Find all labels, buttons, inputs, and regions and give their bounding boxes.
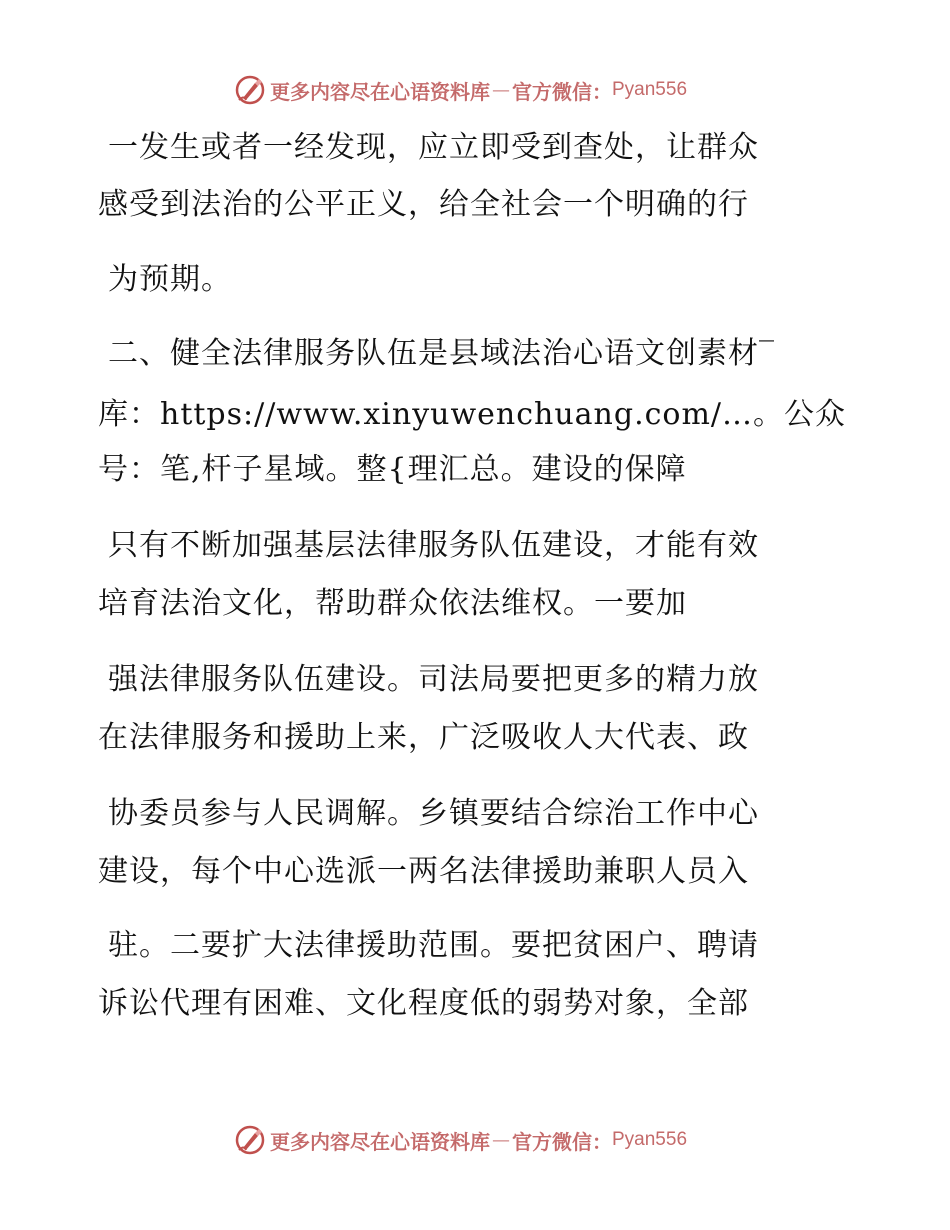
watermark-title: 更多内容尽在心语资料库 xyxy=(270,79,490,104)
watermark-separator: — xyxy=(492,79,510,101)
footer-watermark xyxy=(234,1122,687,1158)
body-line: 感受到法治的公平正义，给全社会一个明确的行 xyxy=(98,187,749,222)
watermark-title: 更多内容尽在心语资料库 xyxy=(270,1129,490,1154)
body-line: 二、健全法律服务队伍是县域法治心语文创素材‾ xyxy=(108,336,775,371)
body-line: 建设，每个中心选派一两名法律援助兼职人员入 xyxy=(98,854,749,889)
watermark-separator: — xyxy=(492,1129,510,1151)
body-line: 培育法治文化，帮助群众依法维权。一要加 xyxy=(98,586,687,621)
watermark-contact-id: Pyan556 xyxy=(612,79,688,100)
body-line: 号：笔,杆子星域。整{理汇总。建设的保障 xyxy=(98,452,687,487)
body-line: 协委员参与人民调解。乡镇要结合综治工作中心 xyxy=(108,796,759,831)
watermark-contact-label: 官方微信： xyxy=(512,1129,612,1154)
body-line: 在法律服务和援助上来，广泛吸收人大代表、政 xyxy=(98,720,749,755)
body-line: 诉讼代理有困难、文化程度低的弱势对象，全部 xyxy=(98,986,749,1021)
body-line: 为预期。 xyxy=(108,262,232,297)
watermark-contact-id: Pyan556 xyxy=(612,1129,688,1150)
body-line: 驻。二要扩大法律援助范围。要把贫困户、聘请 xyxy=(108,928,759,963)
watermark-contact-label: 官方微信： xyxy=(512,79,612,104)
pen-logo-icon xyxy=(234,1124,266,1156)
body-line: 一发生或者一经发现，应立即受到查处，让群众 xyxy=(108,130,759,165)
body-line: 强法律服务队伍建设。司法局要把更多的精力放 xyxy=(108,662,759,697)
body-line: 只有不断加强基层法律服务队伍建设，才能有效 xyxy=(108,528,759,563)
body-line: 库：https://www.xinyuwenchuang.com/…。公众 xyxy=(98,397,847,432)
